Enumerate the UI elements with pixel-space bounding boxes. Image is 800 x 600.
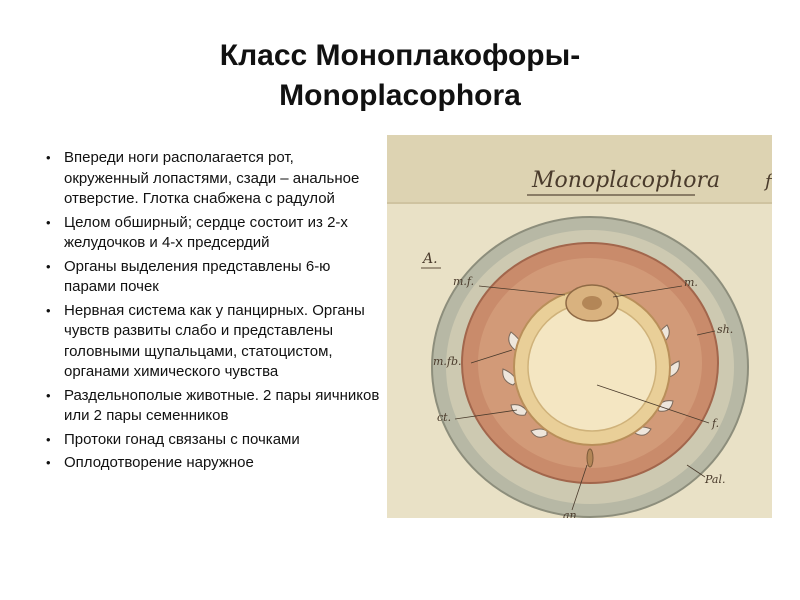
bullet-item xyxy=(42,301,382,383)
figure-header-label: Monoplacophora xyxy=(532,168,721,193)
bullet-icon: • xyxy=(46,214,51,230)
bullet-text: Протоки гонад связаны с почками xyxy=(64,430,300,448)
label-f: f. xyxy=(712,417,720,430)
bullet-text: Впереди ноги располагается рот, окруженный лопастями, сзади – анальное отверстие. Глотка снабжена с радулой xyxy=(64,149,360,207)
label-m: m. xyxy=(684,276,698,289)
panel-label: A. xyxy=(423,251,438,267)
bullet-item xyxy=(42,386,382,427)
bullet-item xyxy=(42,257,382,298)
anus xyxy=(587,449,593,467)
bullet-list xyxy=(42,148,382,477)
bullet-icon: • xyxy=(46,387,51,403)
bullet-text: Целом обширный; сердце состоит из 2-х желудочков и 4-х предсердий xyxy=(64,213,348,251)
foot-sole xyxy=(528,303,656,431)
label-pal: Pal. xyxy=(705,473,726,486)
label-mf: m.f. xyxy=(453,275,475,288)
bullet-item xyxy=(42,430,382,451)
bullet-icon: • xyxy=(46,455,51,470)
bullet-text: Органы выделения представлены 6-ю парами почек xyxy=(64,257,331,295)
bullet-icon: • xyxy=(46,302,51,318)
bullet-text: Оплодотворение наружное xyxy=(64,454,254,471)
label-sh: sh. xyxy=(717,323,734,336)
bullet-item xyxy=(42,148,382,210)
bullet-item xyxy=(42,453,382,474)
bullet-item xyxy=(42,213,382,254)
label-mfb: m.fb. xyxy=(433,355,462,368)
label-an: an xyxy=(563,509,577,518)
mouth xyxy=(582,296,602,310)
bullet-text: Нервная система как у панцирных. Органы чувств развиты слабо и представлены головными щупальцами, статоцистом, органами химического чувства xyxy=(64,301,365,380)
monoplacophora-illustration xyxy=(387,135,772,518)
title-line-1: Класс Моноплакофоры- xyxy=(219,39,581,72)
figure-header-fragment: f xyxy=(765,171,772,192)
illustration-svg xyxy=(387,135,772,518)
bullet-icon: • xyxy=(46,431,51,447)
label-ct: ct. xyxy=(437,411,452,424)
slide-title xyxy=(100,36,700,116)
bullet-icon: • xyxy=(46,150,51,165)
title-line-2: Monoplacophora xyxy=(279,79,521,112)
bullet-icon: • xyxy=(46,258,51,274)
bullet-text: Раздельнополые животные. 2 пары яичников или 2 пары семенников xyxy=(64,386,380,424)
